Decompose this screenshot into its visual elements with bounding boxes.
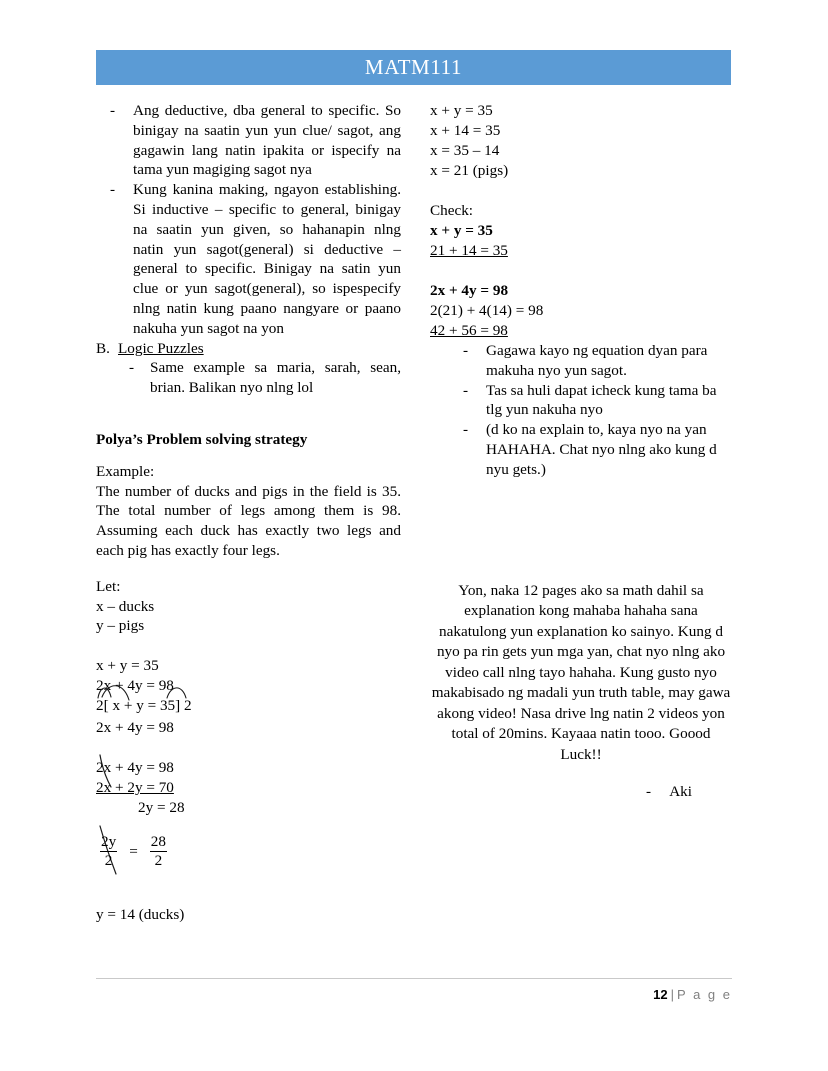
equation-1: x + y = 35 xyxy=(96,657,159,675)
list-item: - Kung kanina making, ngayon establishing. Si inductive – specific to general, binigay na saatin yun given, so hahanapin nlng natin yun sagot(general) si deductive – general to specific. Binigay na satin yun clue or yun sagot(general), so ispespecify nlng natin kung paano nangyare or paano nakuha yun sagot na yon xyxy=(96,180,401,338)
elimination-result: 2y = 28 xyxy=(138,799,185,817)
section-b-title: Logic Puzzles xyxy=(118,339,204,357)
section-b-marker: B. xyxy=(96,339,110,357)
example-label: Example: xyxy=(96,462,155,480)
let-line-x: x – ducks xyxy=(96,597,155,615)
elimination-line-1: 2x + 4y = 98 xyxy=(96,759,174,777)
check1-bold-line: x + y = 35 xyxy=(430,222,493,239)
footer-page-word: P a g e xyxy=(677,987,732,1002)
page-header-banner xyxy=(96,50,731,85)
distribute-block xyxy=(96,696,401,718)
fraction-equation xyxy=(96,834,401,869)
let-line-y: y – pigs xyxy=(96,617,145,635)
deductive-inductive-bullet-list xyxy=(96,101,401,339)
fraction-equals-sign: = xyxy=(129,842,138,860)
elimination-block xyxy=(96,758,401,818)
page-title: MATM111 xyxy=(364,55,463,79)
closing-signature: - Aki xyxy=(646,783,692,801)
right-bullet-list xyxy=(430,341,732,480)
fraction-right-numerator: 28 xyxy=(150,833,166,851)
list-item: - Tas sa huli dapat icheck kung tama ba tlg yun nakuha nyo xyxy=(430,381,732,421)
distribute-result: 2x + 4y = 98 xyxy=(96,719,174,737)
example-text: The number of ducks and pigs in the field is 35. The total number of legs among them is 98. Assuming each duck has exactly two legs and each pig has exactly four legs. xyxy=(96,482,401,559)
check1-underlined-line: 21 + 14 = 35 xyxy=(430,242,508,259)
fraction-left xyxy=(96,834,121,869)
check2-underlined-line: 42 + 56 = 98 xyxy=(430,322,508,339)
solve-line-3: x = 35 – 14 xyxy=(430,142,500,159)
footer-separator: | xyxy=(670,987,675,1002)
fraction-right xyxy=(146,834,171,869)
closing-message: Yon, naka 12 pages ako sa math dahil sa explanation kong mahaba hahaha sana nakatulong yun explanation ko sainyo. Kung d nyo pa rin gets yun mga yan, chat nyo nlng ako video call nlng tayo hahaha. Kung gusto nyo makabisado ng madali yun truth table, may gawa akong video! Nasa drive lng natin 2 videos yon total of 20mins. Kayaaa natin tooo. Goood Luck!! xyxy=(431,581,731,763)
solve-line-1: x + y = 35 xyxy=(430,102,493,119)
check-label: Check: xyxy=(430,202,474,219)
fraction-left-denominator: 2 xyxy=(100,851,118,869)
footer-page-number: 12 xyxy=(653,987,668,1002)
let-label: Let: xyxy=(96,577,121,595)
list-item: - Same example sa maria, sarah, sean, brian. Balikan nyo nlng lol xyxy=(96,358,401,398)
list-item: - Ang deductive, dba general to specific. So binigay na saatin yun yun clue/ sagot, ang gagawin lang natin ipakita or ispecify na tama yun magiging sagot nya xyxy=(96,101,401,180)
footer-divider xyxy=(96,978,732,979)
check2-plain-line: 2(21) + 4(14) = 98 xyxy=(430,302,544,319)
polya-heading: Polya’s Problem solving strategy xyxy=(96,430,308,448)
solve-line-2: x + 14 = 35 xyxy=(430,122,501,139)
equation-2: 2x + 4y = 98 xyxy=(96,677,174,695)
list-item: - (d ko na explain to, kaya nyo na yan HAHAHA. Chat nyo nlng ako kung d nyu gets.) xyxy=(430,420,732,479)
fraction-right-denominator: 2 xyxy=(150,851,168,869)
solve-line-4: x = 21 (pigs) xyxy=(430,162,509,179)
list-item: - Gagawa kayo ng equation dyan para makuha nyo yun sagot. xyxy=(430,341,732,381)
section-b-bullet-list xyxy=(96,358,401,398)
distribute-line: 2[ x + y = 35] 2 xyxy=(96,697,192,715)
elimination-line-2: 2x + 2y = 70 xyxy=(96,779,174,797)
footer-page-indicator xyxy=(653,987,732,1002)
right-column xyxy=(430,101,732,801)
check2-bold-line: 2x + 4y = 98 xyxy=(430,282,509,299)
fraction-left-numerator: 2y xyxy=(101,833,117,851)
left-column xyxy=(96,101,401,925)
section-b-heading xyxy=(96,339,401,359)
final-answer-y: y = 14 (ducks) xyxy=(96,906,185,924)
